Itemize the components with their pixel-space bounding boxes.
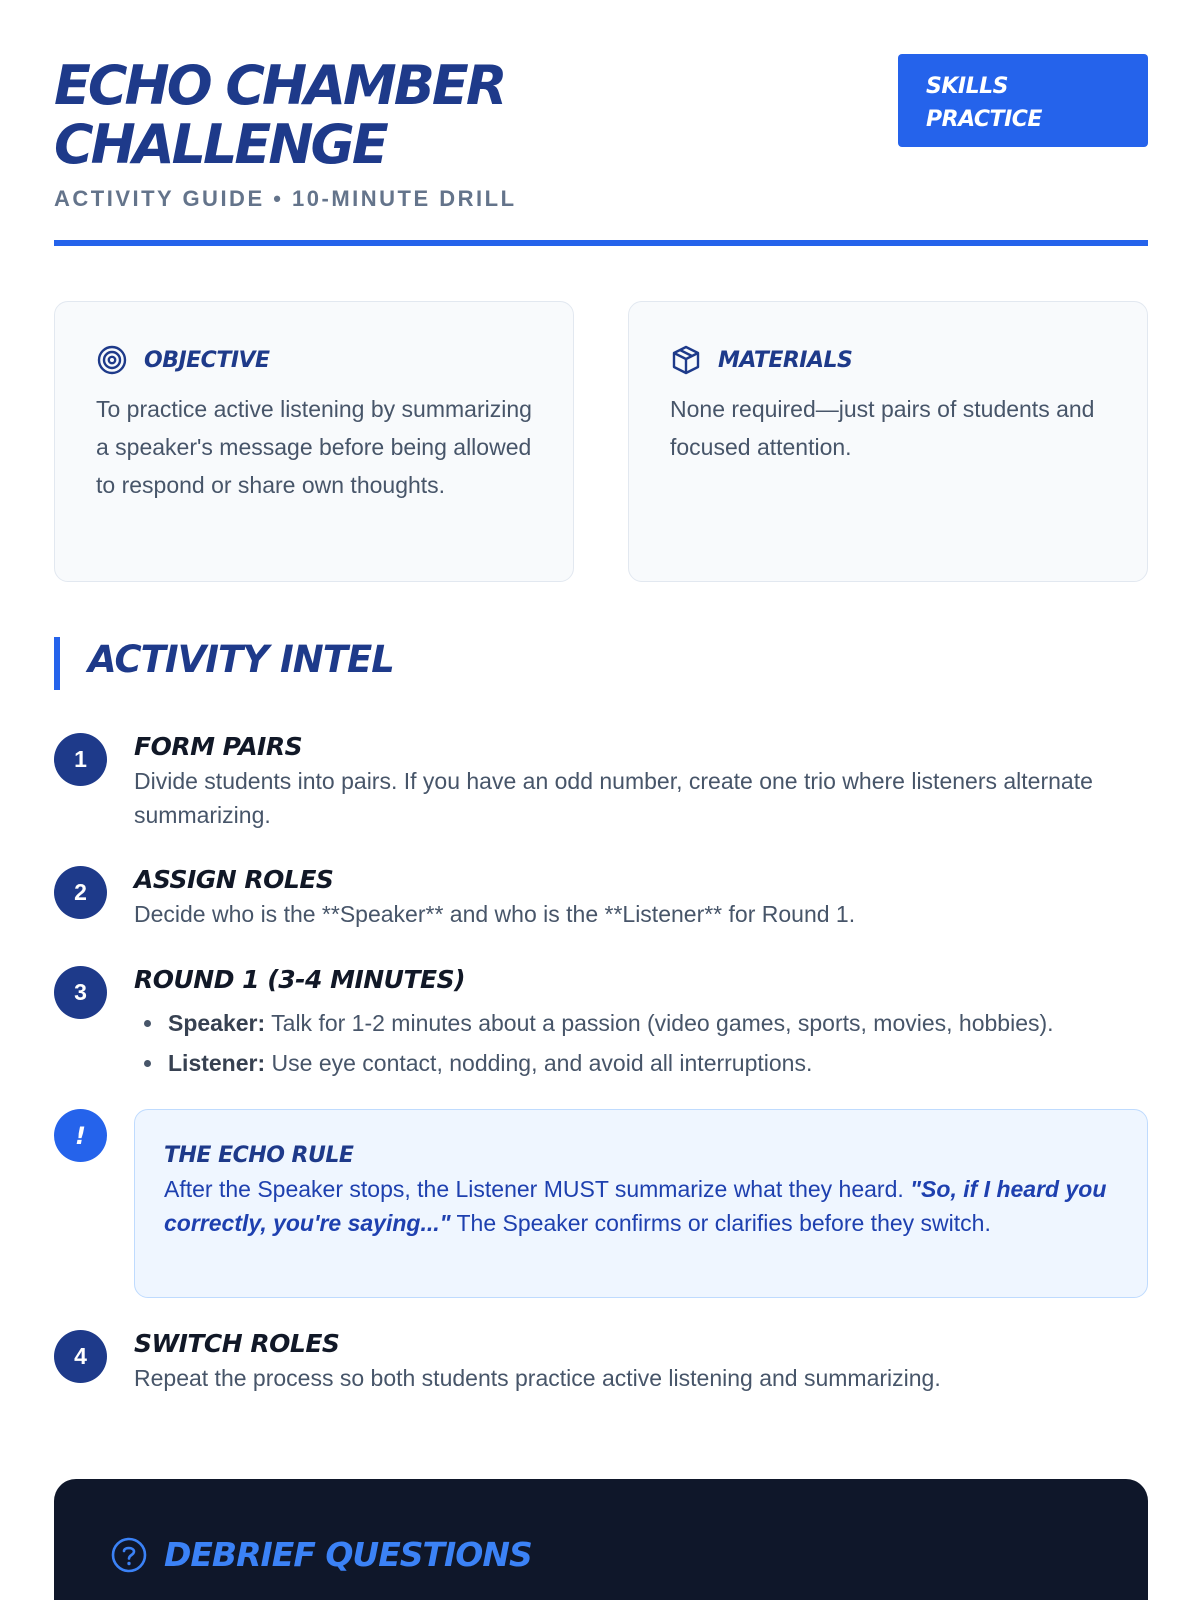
list-item: Listener: Use eye contact, nodding, and avoid all interruptions. bbox=[134, 1043, 1148, 1083]
step-number: 2 bbox=[54, 866, 107, 919]
step-number: 4 bbox=[54, 1330, 107, 1383]
objective-title: OBJECTIVE bbox=[144, 347, 270, 373]
target-icon bbox=[96, 344, 128, 376]
echo-rule-box bbox=[134, 1109, 1148, 1298]
header bbox=[54, 56, 634, 212]
section-title: ACTIVITY INTEL bbox=[88, 638, 394, 681]
header-divider bbox=[54, 240, 1148, 246]
activity-guide-page bbox=[54, 0, 1148, 1600]
debrief-panel bbox=[54, 1479, 1148, 1600]
page-title: ECHO CHAMBER CHALLENGE bbox=[54, 54, 505, 176]
step-title: ROUND 1 (3-4 MINUTES) bbox=[134, 965, 466, 994]
skills-practice-badge: SKILLS PRACTICE bbox=[898, 54, 1148, 147]
page-subtitle: ACTIVITY GUIDE • 10-MINUTE DRILL bbox=[54, 186, 517, 211]
materials-card bbox=[628, 301, 1148, 582]
step-title: ASSIGN ROLES bbox=[134, 865, 334, 894]
materials-text: None required—just pairs of students and focused attention. bbox=[670, 396, 1095, 460]
question-circle-icon bbox=[110, 1536, 148, 1574]
alert-icon: ! bbox=[54, 1109, 107, 1162]
echo-rule-quote: "So, if I heard you correctly, you're saying..." bbox=[164, 1176, 1107, 1236]
box-icon bbox=[670, 344, 702, 376]
step-text: Divide students into pairs. If you have an odd number, create one trio where listeners alternate summarizing. bbox=[134, 768, 1093, 828]
step-bullet-list bbox=[134, 1003, 1148, 1083]
step-text: Decide who is the **Speaker** and who is the **Listener** for Round 1. bbox=[134, 901, 856, 927]
step-number: 1 bbox=[54, 733, 107, 786]
echo-rule-title: THE ECHO RULE bbox=[164, 1143, 354, 1168]
objective-text: To practice active listening by summarizing a speaker's message before being allowed to respond or share own thoughts. bbox=[96, 396, 532, 498]
debrief-title: DEBRIEF QUESTIONS bbox=[164, 1535, 532, 1574]
step-title: SWITCH ROLES bbox=[134, 1329, 340, 1358]
step-title: FORM PAIRS bbox=[134, 732, 303, 761]
step-text: Repeat the process so both students practice active listening and summarizing. bbox=[134, 1365, 941, 1391]
objective-card bbox=[54, 301, 574, 582]
step-number: 3 bbox=[54, 966, 107, 1019]
list-item: Speaker: Talk for 1-2 minutes about a passion (video games, sports, movies, hobbies). bbox=[134, 1003, 1148, 1043]
materials-title: MATERIALS bbox=[718, 347, 853, 373]
section-accent-bar bbox=[54, 637, 60, 690]
echo-rule-text: After the Speaker stops, the Listener MUST summarize what they heard. "So, if I heard you correctly, you're saying..." The Speaker confirms or clarifies before they switch. bbox=[164, 1176, 1107, 1236]
